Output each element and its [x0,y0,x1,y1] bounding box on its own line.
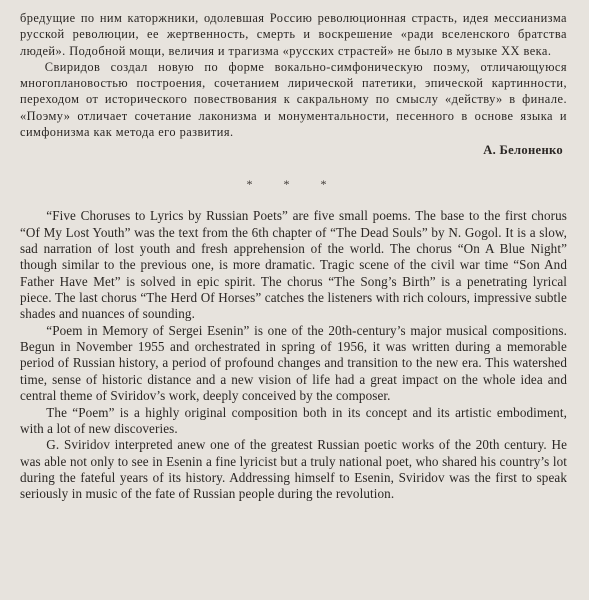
english-paragraph-2: “Poem in Memory of Sergei Esenin” is one of the 20th-century’s major musical compositions. Begun in November 1955 and orchestrated in spring of 1956, it was written during a memorable period of Russian history, a period of profound changes and transition to the new era. This watershed time, sense of historic distance and a new vision of life had a great impact on the whole idea and central theme of Sviridov’s work, deeply conceived by the composer. [20,322,567,404]
russian-text-section [20,10,567,158]
english-paragraph-1: “Five Choruses to Lyrics by Russian Poets” are five small poems. The base to the first chorus “Of My Lost Youth” was the text from the 6th chapter of “The Dead Souls” by N. Gogol. It is a slow, sad narration of lost youth and fresh apprehension of the world. The chorus “On A Blue Night” though similar to the previous one, is more dramatic. Tragic scene of the civil war time “Son And Father Have Met” is solved in epic spirit. The chorus “The Song’s Birth” is a penetrating lyrical piece. The last chorus “The Herd Of Horses” catches the listeners with rich colours, impressive subtle shades and nuances of sounding. [20,208,567,322]
author-signature: А. Белоненко [483,143,563,158]
english-paragraph-4: G. Sviridov interpreted anew one of the greatest Russian poetic works of the 20th century. He was able not only to see in Esenin a fine lyricist but a truly national poet, who shared his country’s lot during the fateful years of its history. Addressing himself to Esenin, Sviridov was the first to speak seriously in music of the fate of Russian people during the revolution. [20,437,567,502]
english-paragraph-3: The “Poem” is a highly original composition both in its concept and its artistic embodiment, with a lot of new discoveries. [20,404,567,436]
russian-paragraph-2: Свиридов создал новую по форме вокально-симфоническую поэму, отличающуюся многоплановостью построения, сочетанием лирической патетики, эпической картинности, переходом от исторического повествования к сакральному по смыслу «действу» в финале. «Поэму» отличает сочетание лаконизма и монументальности, песенного в основе языка и симфонизма как метода его развития. [20,59,567,140]
russian-paragraph-1: бредущие по ним каторжники, одолевшая Россию революционная страсть, идея мессианизма русской революции, ее жертвенность, смерть и воскрешение «ради вселенского братства людей». Подобной мощи, величия и трагизма «русских страстей» не было в музыке XX века. [20,11,567,58]
section-separator: * * * [246,177,341,192]
english-text-section [20,208,567,502]
